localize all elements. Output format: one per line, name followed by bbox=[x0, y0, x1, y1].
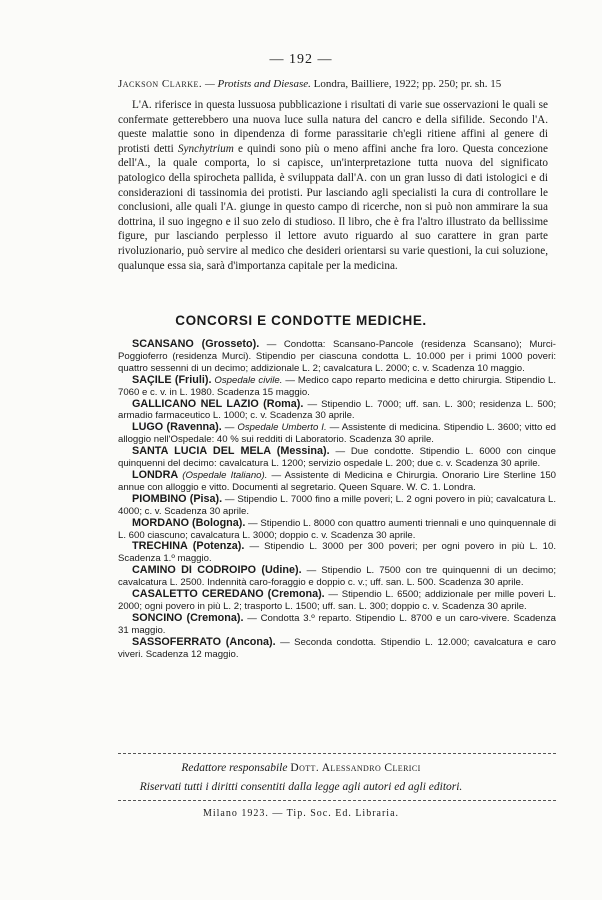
entry-details: — Stipendio L. 7000; uff. san. L. 300; residenza L. 500; armadio farmaceutico L. 1000; c. v. Scadenza 30 aprile. bbox=[118, 398, 556, 422]
entry-place: TRECHINA (Potenza). bbox=[132, 540, 245, 553]
entry-details: — Assistente di medicina. Stipendio L. 3600; vitto ed alloggio nell'Ospedale: 40 % sui redditi di Laboratorio. Scadenza 30 aprile. bbox=[118, 422, 556, 446]
divider bbox=[118, 800, 556, 801]
announcement-entry bbox=[118, 339, 556, 375]
entry-place: LUGO (Ravenna). bbox=[132, 421, 222, 434]
announcement-list bbox=[118, 339, 556, 660]
entry-details: — Medico capo reparto medicina e detto chirurgia. Stipendio L. 7060 e c. v. in L. 1980. Scadenza 15 maggio. bbox=[118, 374, 556, 398]
book-reference bbox=[118, 78, 548, 90]
review-text-2: e quindi sono più o meno affini anche fra loro. Questa concezione dell'A., la quale comporta, lo si capisce, un'interpretazione tutta nuova del significato patologico della spirocheta pallida, è sviluppata dall'A. con un gran lusso di dati istologici e di considerazioni di tassinomia dei protisti. Pur lasciando agli specialisti la cura di controllare le conclusioni, alle quali l'A. giunge in questo campo di ricerche, non si può non ammirare la sua dottrina, il suo ingegno e il suo zelo di studioso. Il libro, che è fra l'altro illustrato da bellissime figure, pur lasciando perplesso il lettore avuto riguardo al suo carattere in gran parte rivoluzionario, può servire al medico che desideri orientarsi su varie questioni, la cui soluzione, qualunque essa sia, sarà d'importanza capitale per la medicina. bbox=[118, 142, 548, 272]
announcement-entry bbox=[118, 541, 556, 565]
announcement-entry bbox=[118, 446, 556, 470]
announcement-entry bbox=[118, 399, 556, 423]
entry-hospital: Ospedale civile. bbox=[211, 374, 283, 386]
entry-details: — Stipendio L. 3000 per 300 poveri; per ogni povero in più L. 10. Scadenza 1.º maggio. bbox=[118, 541, 557, 565]
entry-place: SAÇILE (Friuli). bbox=[132, 373, 212, 386]
editor-line bbox=[0, 762, 602, 774]
entry-details: — Stipendio L. 6500; addizionale per mille poveri L. 2000; ogni povero in più L. 2; trasporto L. 1500; uff. san. L. 300; doppio c. v. Scadenza 30 aprile. bbox=[118, 589, 557, 612]
rights-notice: Riservati tutti i diritti consentiti dalla legge agli autori ed agli editori. bbox=[139, 781, 463, 793]
review-paragraph bbox=[118, 98, 548, 273]
entry-place: LONDRA bbox=[132, 468, 179, 481]
entry-details: — Assistente di Medicina e Chirurgia. Onorario Lire Sterline 150 annue con alloggio e vitto. Documenti al segretario. Queen Square. W. C. 1. Londra. bbox=[118, 469, 557, 493]
reference-author: Jackson Clarke. bbox=[118, 78, 203, 90]
entry-details: — Condotta: Scansano-Pancole (residenza Scansano); Murci-Poggioferro (residenza Murci). Stipendio per ciascuna condotta L. 10.000 per i primi 1000 poveri: quattro sessenni di un decimo; addizionale L. 2; cavalcatura L. 2000; c. v. Scadenza 10 maggio. bbox=[118, 339, 556, 374]
editor-name: Dott. Alessandro Clerici bbox=[290, 762, 421, 774]
entry-details: — Seconda condotta. Stipendio L. 12.000; cavalcatura e caro viveri. Scadenza 12 maggio. bbox=[118, 636, 556, 660]
entry-details: — Stipendio L. 8000 con quattro aumenti triennali e uno quinquennale di L. 600 ciascuno; cavalcatura L. 3000; doppio c. v. Scadenza 30 aprile. bbox=[118, 517, 556, 541]
entry-place: CASALETTO CEREDANO (Cremona). bbox=[132, 588, 325, 601]
entry-place: SASSOFERRATO (Ancona). bbox=[132, 635, 276, 648]
editor-label: Redattore responsabile bbox=[181, 762, 288, 774]
review-text-1: L'A. riferisce in questa lussuosa pubblicazione i risultati di varie sue osservazioni le quali se confermate getterebbero una nuova luce sulla natura del cancro e della sifilide. Secondo l'A. queste malattie sono in dipendenza di forme parassitarie ch'egli ritiene affini al genere di protisti detti bbox=[118, 99, 548, 155]
announcement-entry bbox=[118, 422, 556, 446]
entry-place: MORDANO (Bologna). bbox=[132, 516, 246, 529]
announcement-entry bbox=[118, 637, 556, 661]
announcement-entry bbox=[118, 613, 556, 637]
reference-title: — Protists and Diesase. bbox=[204, 78, 311, 90]
announcement-entry bbox=[118, 518, 556, 542]
entry-place: GALLICANO NEL LAZIO (Roma). bbox=[132, 397, 304, 410]
review-genus: Synchytrium bbox=[177, 142, 234, 155]
reference-details: Londra, Bailliere, 1922; pp. 250; pr. sh. 15 bbox=[313, 78, 502, 90]
announcement-entry bbox=[118, 565, 556, 589]
divider bbox=[118, 753, 556, 754]
page-number: — 192 — bbox=[269, 52, 333, 67]
entry-details: — Stipendio L. 7000 fino a mille poveri; L. 2 ogni povero in più; cavalcatura L. 4000; c. v. Scadenza 30 aprile. bbox=[118, 493, 556, 517]
entry-place: SCANSANO (Grosseto). bbox=[132, 338, 260, 350]
entry-place: PIOMBINO (Pisa). bbox=[132, 492, 223, 505]
announcement-entry bbox=[118, 494, 556, 518]
announcement-entry bbox=[118, 375, 556, 399]
entry-place: SONCINO (Cremona). bbox=[132, 611, 244, 624]
entry-place: SANTA LUCIA DEL MELA (Messina). bbox=[132, 445, 330, 458]
entry-hospital: (Ospedale Italiano). bbox=[178, 469, 268, 481]
entry-place: CAMINO DI CODROIPO (Udine). bbox=[132, 564, 302, 577]
entry-details: — Condotta 3.º reparto. Stipendio L. 8700 e un caro-vivere. Scadenza 31 maggio. bbox=[118, 612, 556, 636]
announcement-entry bbox=[118, 589, 556, 613]
section-title: CONCORSI E CONDOTTE MEDICHE. bbox=[175, 313, 427, 328]
announcement-entry bbox=[118, 470, 556, 494]
printer-imprint: Milano 1923. — Tip. Soc. Ed. Libraria. bbox=[202, 808, 400, 819]
entry-hospital: — Ospedale Umberto I. bbox=[221, 422, 327, 434]
entry-details: — Stipendio L. 7500 con tre quinquenni di un decimo; cavalcatura L. 2500. Indennità caro-foraggio e doppio c. v.; uff. san. L. 500. Scadenza 30 aprile. bbox=[118, 565, 556, 589]
entry-details: — Due condotte. Stipendio L. 6000 con cinque quinquenni del decimo: cavalcatura L. 1200; servizio ospedale L. 200; due c. v. Scadenza 30 aprile. bbox=[118, 446, 556, 470]
